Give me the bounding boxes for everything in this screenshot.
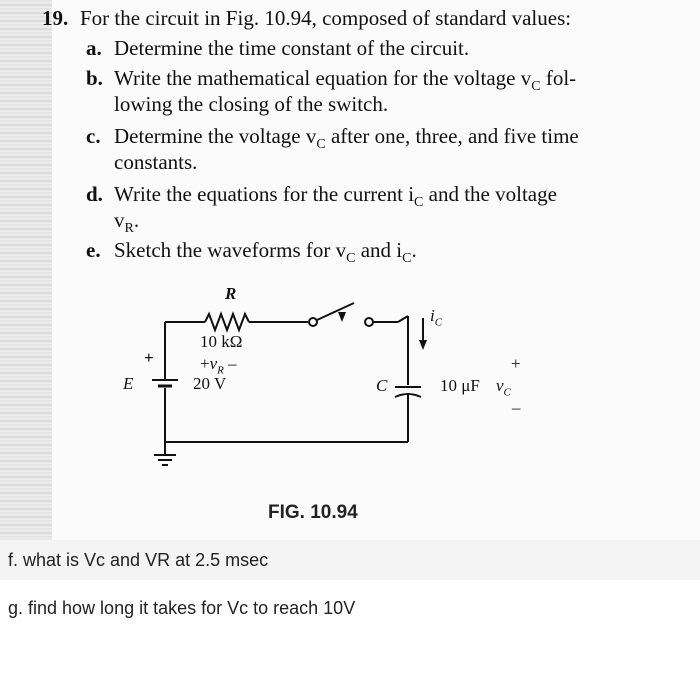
resistor-label: R xyxy=(225,284,237,303)
part-d-line2: $v_R$. xyxy=(114,208,140,237)
capacitor-label: C xyxy=(376,376,388,395)
vc-plus: + xyxy=(511,354,521,373)
part-c-letter: c. xyxy=(86,124,101,148)
current-arrow-head xyxy=(419,340,427,350)
part-e-text: Sketch the waveforms for $v_C$ and $i_C$. xyxy=(114,238,417,267)
source-value: 20 V xyxy=(193,374,227,393)
part-a-letter: a. xyxy=(86,36,102,60)
resistor-zigzag xyxy=(205,314,249,330)
current-label: $i_C$ xyxy=(430,306,443,329)
switch-blade xyxy=(317,303,354,320)
part-b-letter: b. xyxy=(86,66,103,90)
switch-contact-left xyxy=(309,318,317,326)
switch-contact-right xyxy=(365,318,373,326)
part-c-line2: constants. xyxy=(114,150,198,174)
problem-number: 19. xyxy=(42,6,69,30)
part-c-line1: Determine the voltage $v_C$ after one, three, and five time xyxy=(114,124,579,153)
source-plus: + xyxy=(144,348,154,367)
vr-label: $+v_R$ – xyxy=(200,354,237,377)
part-d-line1: Write the equations for the current $i_C$ and the voltage xyxy=(114,182,557,211)
resistor-value: 10 kΩ xyxy=(200,332,243,351)
capacitor-value: 10 μF xyxy=(440,376,480,395)
switch-arrow xyxy=(338,312,346,322)
wire-corner xyxy=(398,316,408,322)
question-g: g. find how long it takes for Vc to reach 10V xyxy=(8,598,356,618)
part-e-letter: e. xyxy=(86,238,101,262)
part-b-line2: lowing the closing of the switch. xyxy=(114,92,389,116)
vc-minus: – xyxy=(512,398,521,417)
source-label: E xyxy=(123,374,134,393)
vc-label: $v_C$ xyxy=(496,376,511,399)
part-d-letter: d. xyxy=(86,182,103,206)
part-a-text: Determine the time constant of the circuit. xyxy=(114,36,470,60)
figure-caption: FIG. 10.94 xyxy=(268,502,358,523)
problem-intro: For the circuit in Fig. 10.94, composed of standard values: xyxy=(80,6,572,30)
part-b-line1: Write the mathematical equation for the voltage $v_C$ fol- xyxy=(114,66,577,95)
question-f: f. what is Vc and VR at 2.5 msec xyxy=(8,550,269,570)
